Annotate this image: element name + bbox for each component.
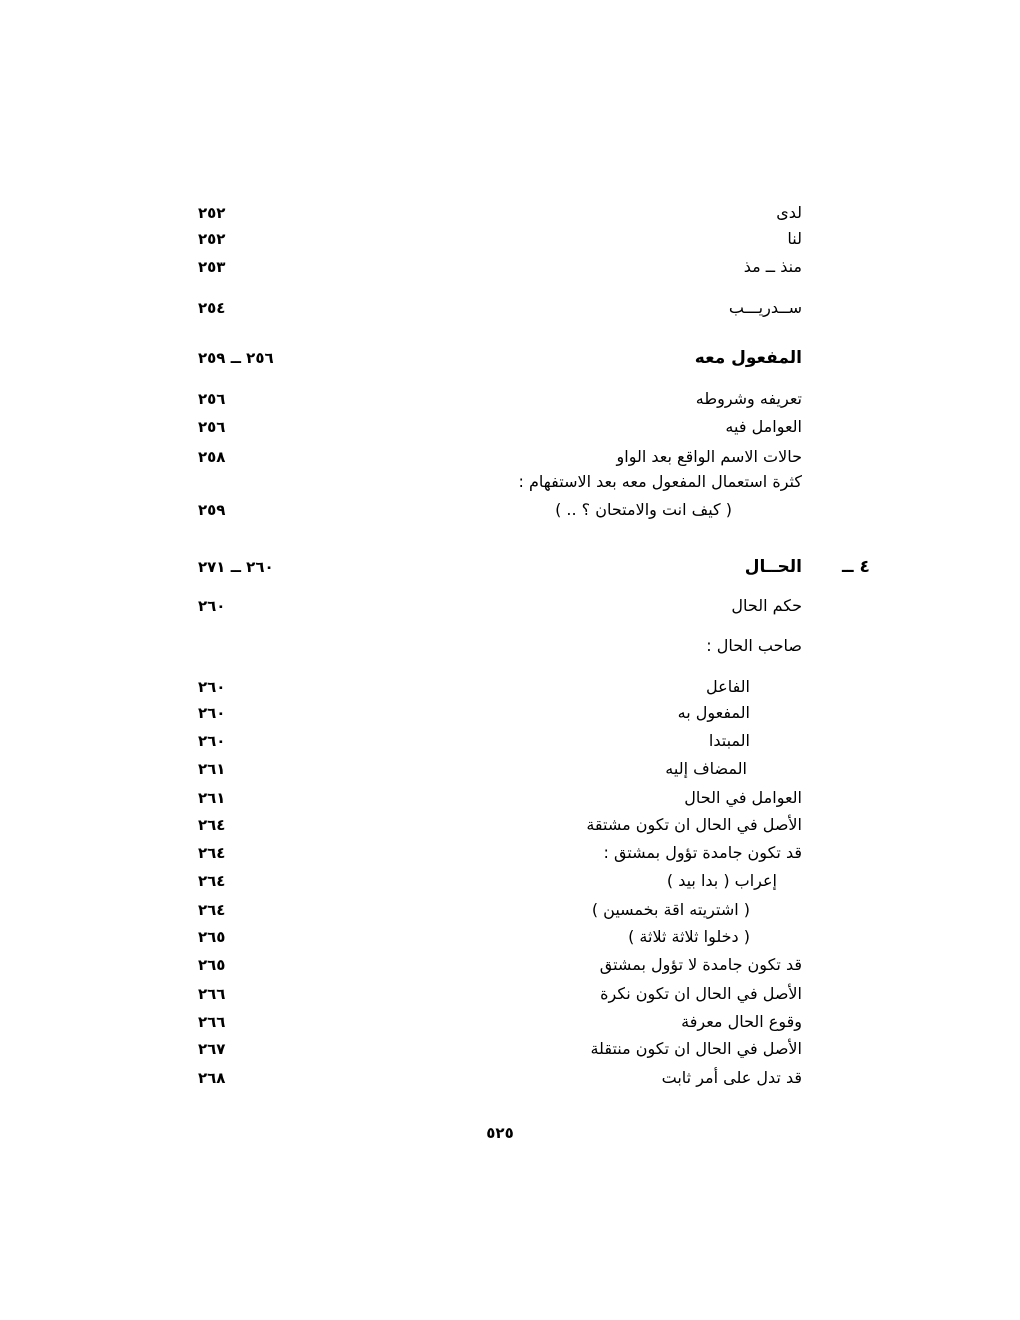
entry-title: حالات الاسم الواقع بعد الواو — [616, 447, 802, 466]
entry-page: ٢٥٢ — [198, 230, 226, 248]
entry-title: وقوع الحال معرفة — [681, 1012, 802, 1031]
toc-entry — [0, 295, 1020, 321]
toc-entry — [0, 1065, 1020, 1091]
entry-title: منذ ــ مذ — [743, 257, 802, 276]
entry-title: المبتدا — [708, 731, 750, 750]
toc-entry — [0, 414, 1020, 440]
entry-title: كثرة استعمال المفعول معه بعد الاستفهام : — [518, 472, 802, 491]
entry-title: حكم الحال — [731, 596, 802, 615]
toc-entry — [0, 469, 1020, 495]
entry-title: الحــال — [744, 557, 802, 577]
entry-page: ٢٦١ — [198, 760, 226, 778]
entry-title: قد تدل على أمر ثابت — [661, 1068, 802, 1087]
toc-entry — [0, 226, 1020, 252]
entry-page: ٢٦٧ — [198, 1040, 226, 1058]
entry-title: الأصل في الحال ان تكون مشتقة — [586, 815, 802, 834]
entry-page: ٢٦٠ ــ ٢٧١ — [198, 558, 274, 576]
entry-page: ٢٦٤ — [198, 901, 226, 919]
toc-entry — [0, 952, 1020, 978]
entry-title: قد تكون جامدة تؤول بمشتق : — [603, 843, 802, 862]
toc-entry — [0, 868, 1020, 894]
section-number: ٤ ــ — [842, 557, 870, 577]
entry-title: الأصل في الحال ان تكون منتقلة — [590, 1039, 802, 1058]
entry-title: قد تكون جامدة لا تؤول بمشتق — [599, 955, 802, 974]
toc-entry — [0, 200, 1020, 226]
toc-entry — [0, 981, 1020, 1007]
entry-title: الفاعل — [706, 677, 750, 696]
toc-entry — [0, 674, 1020, 700]
entry-page: ٢٥٢ — [198, 204, 226, 222]
toc-entry — [0, 924, 1020, 950]
toc-entry — [0, 785, 1020, 811]
entry-page: ٢٦٦ — [198, 985, 226, 1003]
toc-entry — [0, 756, 1020, 782]
entry-title: تعريفه وشروطه — [695, 389, 802, 408]
toc-entry — [0, 633, 1020, 659]
entry-title: المفعول معه — [694, 348, 802, 368]
toc-heading — [0, 345, 1020, 371]
entry-page: ٢٦٤ — [198, 844, 226, 862]
entry-title: المضاف إليه — [665, 759, 747, 778]
toc-entry — [0, 1036, 1020, 1062]
entry-page: ٢٥٦ — [198, 390, 226, 408]
entry-page: ٢٥٤ — [198, 299, 226, 317]
toc-entry — [0, 497, 1020, 523]
entry-page: ٢٥٣ — [198, 258, 226, 276]
toc-entry — [0, 812, 1020, 838]
entry-title: ســدريـــب — [728, 298, 802, 317]
entry-page: ٢٦٦ — [198, 1013, 226, 1031]
toc-entry — [0, 386, 1020, 412]
entry-title: العوامل فيه — [725, 417, 802, 436]
entry-title: الأصل في الحال ان تكون نكرة — [600, 984, 802, 1003]
toc-entry — [0, 700, 1020, 726]
toc-entry — [0, 1009, 1020, 1035]
toc-entry — [0, 593, 1020, 619]
entry-page: ٢٦٤ — [198, 816, 226, 834]
toc-entry — [0, 840, 1020, 866]
entry-title: صاحب الحال : — [706, 636, 802, 655]
entry-page: ٢٦٥ — [198, 956, 226, 974]
entry-page: ٢٦٠ — [198, 678, 226, 696]
entry-page: ٢٦٨ — [198, 1069, 226, 1087]
entry-title: ( اشتريته اقة بخمسين ) — [591, 900, 750, 919]
entry-title: ( دخلوا ثلاثة ثلاثة ) — [628, 927, 750, 946]
entry-page: ٢٦٥ — [198, 928, 226, 946]
toc-entry — [0, 444, 1020, 470]
entry-page: ٢٥٦ — [198, 418, 226, 436]
toc-heading — [0, 554, 1020, 580]
entry-page: ٢٦٠ — [198, 597, 226, 615]
entry-title: لنا — [787, 229, 802, 248]
toc-entry — [0, 728, 1020, 754]
entry-title: لدى — [776, 203, 802, 222]
page-number: ٥٢٥ — [486, 1124, 514, 1142]
entry-title: ( كيف انت والامتحان ؟ .. ) — [555, 500, 732, 519]
toc-entry — [0, 897, 1020, 923]
entry-title: المفعول به — [677, 703, 750, 722]
toc-entry — [0, 254, 1020, 280]
entry-page: ٢٦٠ — [198, 732, 226, 750]
entry-title: إعراب ( بدا بيد ) — [666, 871, 777, 890]
entry-page: ٢٦٠ — [198, 704, 226, 722]
entry-page: ٢٥٦ ــ ٢٥٩ — [198, 349, 274, 367]
entry-title: العوامل في الحال — [684, 788, 802, 807]
entry-page: ٢٦١ — [198, 789, 226, 807]
entry-page: ٢٥٨ — [198, 448, 226, 466]
entry-page: ٢٦٤ — [198, 872, 226, 890]
entry-page: ٢٥٩ — [198, 501, 226, 519]
